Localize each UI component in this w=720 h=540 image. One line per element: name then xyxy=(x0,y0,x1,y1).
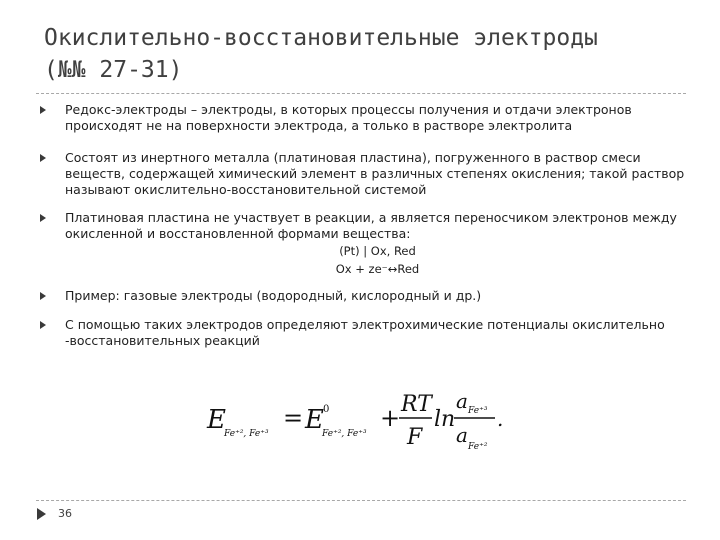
title-line-2: (№№ 27-31) xyxy=(44,57,183,83)
bullet-item xyxy=(40,150,690,198)
bullet-arrow-icon xyxy=(40,214,46,222)
bullet-arrow-icon xyxy=(40,154,46,162)
electrode-scheme: (Pt) | Ox, Red xyxy=(339,244,416,258)
page-number: 36 xyxy=(58,507,72,520)
top-divider xyxy=(36,93,686,94)
footer-arrow-icon xyxy=(37,508,46,520)
bullet-item xyxy=(40,317,690,349)
formula-a-bot-sub: Fe⁺² xyxy=(468,442,488,452)
formula-a-bot: a xyxy=(456,423,468,447)
slide-title xyxy=(44,22,694,86)
title-line-1: Окислительно-восстановительные электроды xyxy=(44,25,598,51)
formula-a-top-sub: Fe⁺³ xyxy=(468,406,488,416)
nernst-formula xyxy=(205,388,525,458)
bottom-divider xyxy=(36,500,686,501)
bullet-text: Редокс-электроды – электроды, в которых процессы получения и отдачи электронов происходят не на поверхности электрода, а только в растворе электролита xyxy=(65,102,632,133)
formula-E0-sup: 0 xyxy=(323,404,330,415)
formula-plus: + xyxy=(380,404,401,432)
bullet-arrow-icon xyxy=(40,292,46,300)
formula-dot: . xyxy=(497,407,504,431)
bullet-item xyxy=(40,288,690,304)
bullet-text: Платиновая пластина не участвует в реакции, а является переносчиком электронов между окисленной и восстановленной формами вещества: xyxy=(65,210,677,241)
formula-ln: ln xyxy=(434,407,456,432)
bullet-item xyxy=(40,210,690,242)
bullet-text: Состоят из инертного металла (платиновая пластина), погруженного в раствор смеси веществ, содержащей химический элемент в различных степенях окисления; такой раствор называют окислительно-восстановительной системой xyxy=(65,150,685,197)
formula-sub-right: Fe⁺², Fe⁺³ xyxy=(322,429,367,439)
formula-RT: RT xyxy=(401,392,432,417)
bullet-arrow-icon xyxy=(40,106,46,114)
formula-sub-left: Fe⁺², Fe⁺³ xyxy=(224,429,269,439)
reaction-equation: Ox + ze⁻↔Red xyxy=(335,262,420,276)
bullet-text: Пример: газовые электроды (водородный, кислородный и др.) xyxy=(65,288,482,303)
bullet-item xyxy=(40,102,690,134)
formula-E: E xyxy=(207,405,226,435)
formula-a-top: a xyxy=(456,389,468,413)
bullet-arrow-icon xyxy=(40,321,46,329)
bullet-list xyxy=(40,102,690,349)
formula-E0: E xyxy=(305,405,324,435)
bullet-text: С помощью таких электродов определяют электрохимические потенциалы окислительно -восстановительных реакций xyxy=(65,317,665,348)
formula-equals: = xyxy=(283,404,304,432)
formula-F: F xyxy=(407,425,423,450)
